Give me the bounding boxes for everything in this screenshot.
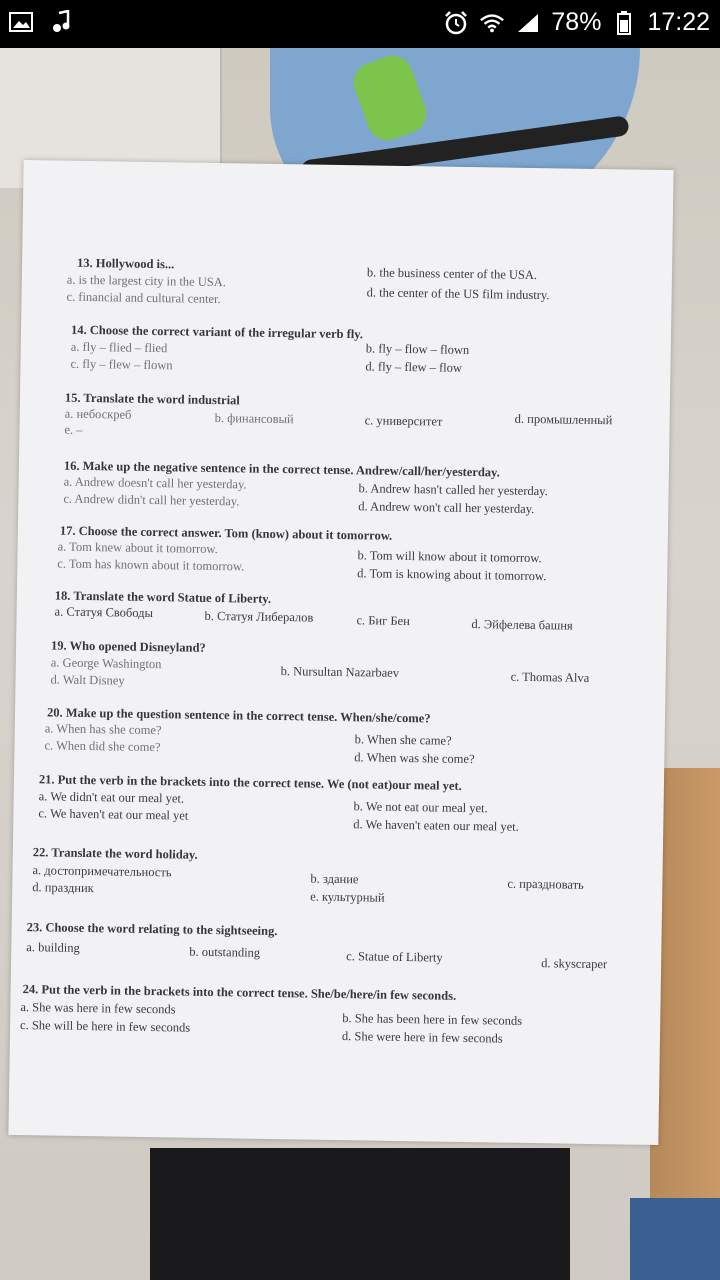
question-20 [15,705,665,767]
option-d: d. Walt Disney [50,672,125,688]
jeans [630,1198,720,1280]
clock: 17:22 [647,8,710,36]
option-c: c. праздновать [507,876,584,892]
option-b: b. fly – flow – flown [365,341,470,357]
option-c: c. университет [364,413,443,429]
option-d: d. fly – flew – flow [365,359,463,375]
option-a: a. Andrew doesn't call her yesterday. [63,474,247,492]
option-b: b. Tom will know about it tomorrow. [357,548,542,566]
question-title: 17. Choose the correct answer. Tom (know) about it tomorrow. [59,523,393,543]
dark-fabric [150,1148,570,1280]
option-a: a. We didn't eat our meal yet. [38,789,185,806]
option-b: b. the business center of the USA. [366,265,538,283]
question-23 [12,920,662,972]
option-d: d. When was she come? [354,750,475,767]
alarm-icon [443,11,469,35]
question-title: 22. Translate the word holiday. [32,845,198,862]
option-c: c. When did she come? [44,738,161,755]
option-b: b. финансовый [214,410,294,427]
question-title: 15. Translate the word industrial [64,390,240,408]
option-d: d. Эйфелева башня [471,617,573,633]
option-c: c. fly – flew – flown [70,356,173,373]
option-c: c. Statue of Liberty [346,949,443,965]
question-24 [11,982,661,1046]
option-b: b. outstanding [189,944,261,960]
wifi-icon [479,11,505,35]
option-e: e. – [64,422,83,437]
question-title: 14. Choose the correct variant of the irregular verb fly. [70,322,364,342]
option-a: a. Tom knew about it tomorrow. [57,539,218,557]
option-d: d. We haven't eaten our meal yet. [353,817,519,834]
signal-icon [515,11,541,35]
option-c: c. We haven't eat our meal yet [38,806,189,823]
option-b: b. We not eat our meal yet. [353,799,488,816]
battery-icon [611,11,637,35]
option-d: d. праздник [32,880,94,896]
question-title: 18. Translate the word Statue of Liberty. [54,588,272,606]
option-a: a. When has she come? [44,721,162,738]
option-a: a. is the largest city in the USA. [66,272,227,290]
question-15 [20,390,670,437]
option-d: d. Tom is knowing about it tomorrow. [357,566,547,584]
battery-percent: 78% [551,8,602,36]
option-a: a. fly – flied – flied [70,339,168,356]
question-22 [13,845,663,905]
option-b: b. When she came? [354,732,452,748]
question-17 [18,523,668,584]
option-a: a. She was here in few seconds [20,1000,176,1017]
option-d: d. the center of the US film industry. [366,285,550,303]
option-d: d. Andrew won't call her yesterday. [358,499,535,517]
question-13 [22,255,672,307]
option-a: a. достопримечательность [32,863,172,880]
option-a: a. небоскреб [64,406,132,422]
status-bar [0,0,720,48]
question-19 [16,638,666,688]
option-c: c. financial and cultural center. [66,289,221,307]
option-a: a. building [26,940,80,955]
option-c: c. Tom has known about it tomorrow. [57,556,245,574]
question-title: 16. Make up the negative sentence in the correct tense. Andrew/call/her/yesterday. [63,458,500,480]
option-b: b. Nursultan Nazarbaev [280,664,400,680]
option-b: b. She has been here in few seconds [342,1011,523,1028]
option-d: d. She were here in few seconds [341,1029,503,1046]
option-a: a. Статуя Свободы [54,604,154,621]
option-e: e. культурный [310,889,385,905]
gallery-icon [8,10,34,34]
question-title: 21. Put the verb in the brackets into the correct tense. We (not eat)our meal yet. [38,772,462,793]
option-c: c. Биг Бен [356,613,410,629]
question-14 [21,322,671,375]
worksheet [8,160,673,1145]
music-note-icon [48,10,74,34]
question-18 [17,588,667,633]
option-b: b. здание [310,871,359,887]
option-c: c. Thomas Alva [510,669,590,685]
option-c: c. Andrew didn't call her yesterday. [63,491,240,509]
question-title: 19. Who opened Disneyland? [50,638,206,655]
option-d: d. skyscraper [541,956,608,972]
question-title: 24. Put the verb in the brackets into the correct tense. She/be/here/in few seconds. [22,982,457,1003]
option-c: c. She will be here in few seconds [19,1018,191,1035]
pencil-case-item [348,50,432,146]
question-title: 20. Make up the question sentence in the correct tense. When/she/come? [46,705,431,726]
question-16 [19,458,669,517]
option-b: b. Статуя Либералов [204,608,314,625]
question-title: 13. Hollywood is... [76,255,175,272]
option-d: d. промышленный [514,411,613,428]
question-title: 23. Choose the word relating to the sightseeing. [26,920,278,939]
option-a: a. George Washington [50,655,162,672]
question-21 [14,772,664,834]
option-b: b. Andrew hasn't called her yesterday. [358,481,548,499]
